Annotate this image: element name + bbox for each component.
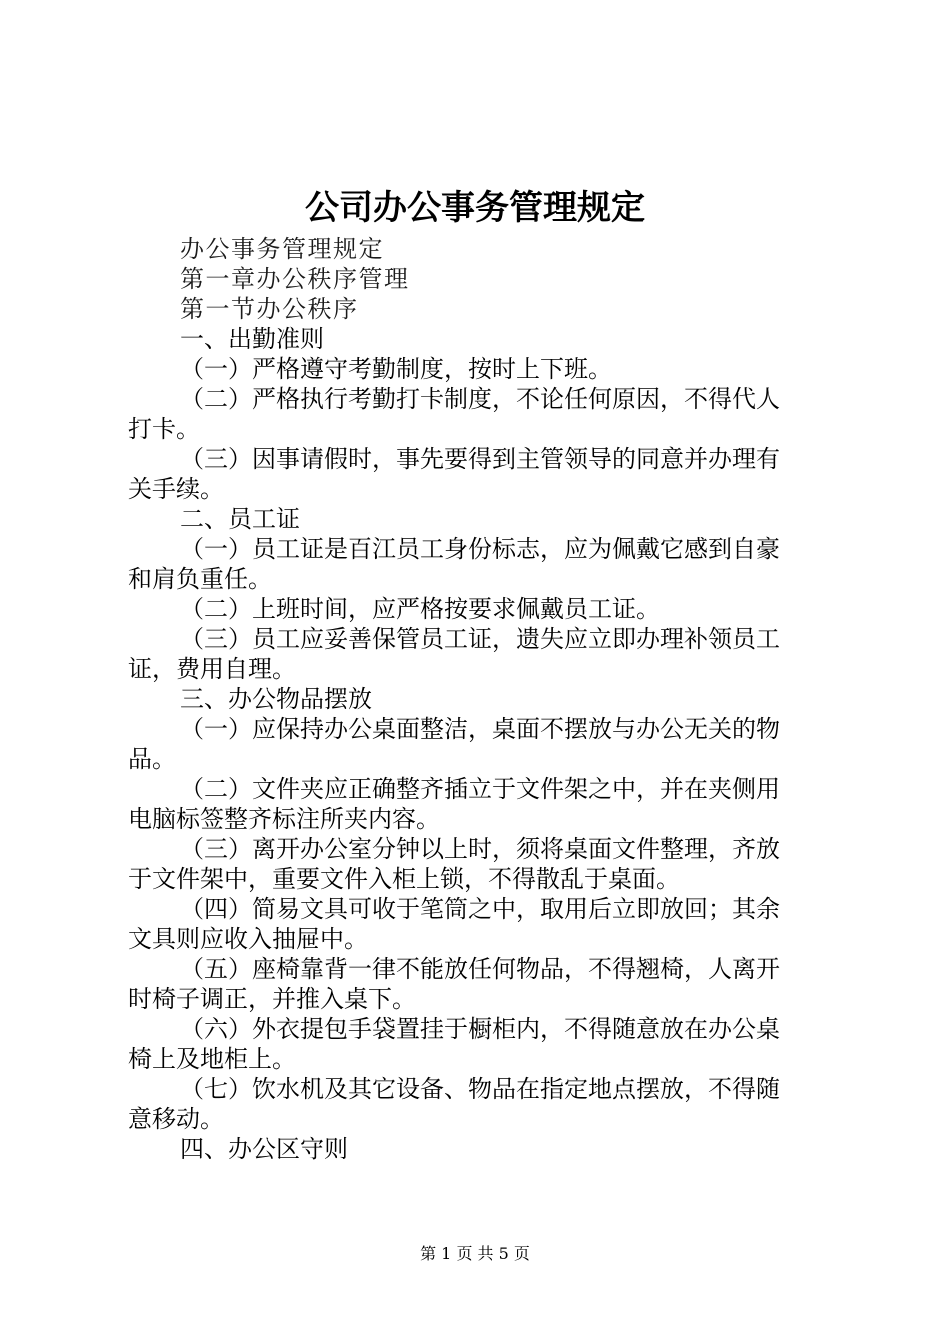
paragraph-continuation: 打卡。	[128, 415, 200, 443]
paragraph-continuation: 品。	[128, 745, 176, 773]
paragraph-line: （六）外衣提包手袋置挂于橱柜内，不得随意放在办公桌	[180, 1015, 780, 1043]
section-heading: 第一节办公秩序	[180, 295, 359, 323]
paragraph-line: （一）应保持办公桌面整洁，桌面不摆放与办公无关的物	[180, 715, 780, 743]
paragraph-line: （七）饮水机及其它设备、物品在指定地点摆放，不得随	[180, 1075, 780, 1103]
paragraph-line: （三）离开办公室分钟以上时，须将桌面文件整理，齐放	[180, 835, 780, 863]
article-heading: 二、员工证	[180, 505, 300, 533]
article-heading: 四、办公区守则	[180, 1135, 348, 1163]
subtitle-line: 办公事务管理规定	[180, 235, 384, 263]
paragraph-continuation: 证，费用自理。	[128, 655, 296, 683]
document-title: 公司办公事务管理规定	[305, 188, 645, 228]
paragraph-line: （二）上班时间，应严格按要求佩戴员工证。	[180, 595, 660, 623]
page-number-footer: 第 1 页 共 5 页	[420, 1244, 530, 1263]
paragraph-continuation: 和肩负重任。	[128, 565, 272, 593]
document-body	[128, 234, 834, 1164]
paragraph-line: （一）严格遵守考勤制度，按时上下班。	[180, 355, 612, 383]
paragraph-continuation: 关手续。	[128, 475, 224, 503]
paragraph-line: （五）座椅靠背一律不能放任何物品，不得翘椅，人离开	[180, 955, 780, 983]
chapter-heading: 第一章办公秩序管理	[180, 265, 410, 293]
paragraph-continuation: 于文件架中，重要文件入柜上锁，不得散乱于桌面。	[128, 865, 680, 893]
paragraph-continuation: 文具则应收入抽屉中。	[128, 925, 368, 953]
paragraph-continuation: 椅上及地柜上。	[128, 1045, 296, 1073]
paragraph-line: （三）员工应妥善保管员工证，遗失应立即办理补领员工	[180, 625, 780, 653]
paragraph-line: （四）简易文具可收于笔筒之中，取用后立即放回；其余	[180, 895, 780, 923]
paragraph-continuation: 意移动。	[128, 1105, 224, 1133]
article-heading: 三、办公物品摆放	[180, 685, 372, 713]
paragraph-continuation: 电脑标签整齐标注所夹内容。	[128, 805, 440, 833]
paragraph-line: （二）严格执行考勤打卡制度，不论任何原因，不得代人	[180, 385, 780, 413]
article-heading: 一、出勤准则	[180, 325, 324, 353]
paragraph-line: （二）文件夹应正确整齐插立于文件架之中，并在夹侧用	[180, 775, 780, 803]
paragraph-line: （三）因事请假时，事先要得到主管领导的同意并办理有	[180, 445, 780, 473]
paragraph-line: （一）员工证是百江员工身份标志，应为佩戴它感到自豪	[180, 535, 780, 563]
paragraph-continuation: 时椅子调正，并推入桌下。	[128, 985, 416, 1013]
